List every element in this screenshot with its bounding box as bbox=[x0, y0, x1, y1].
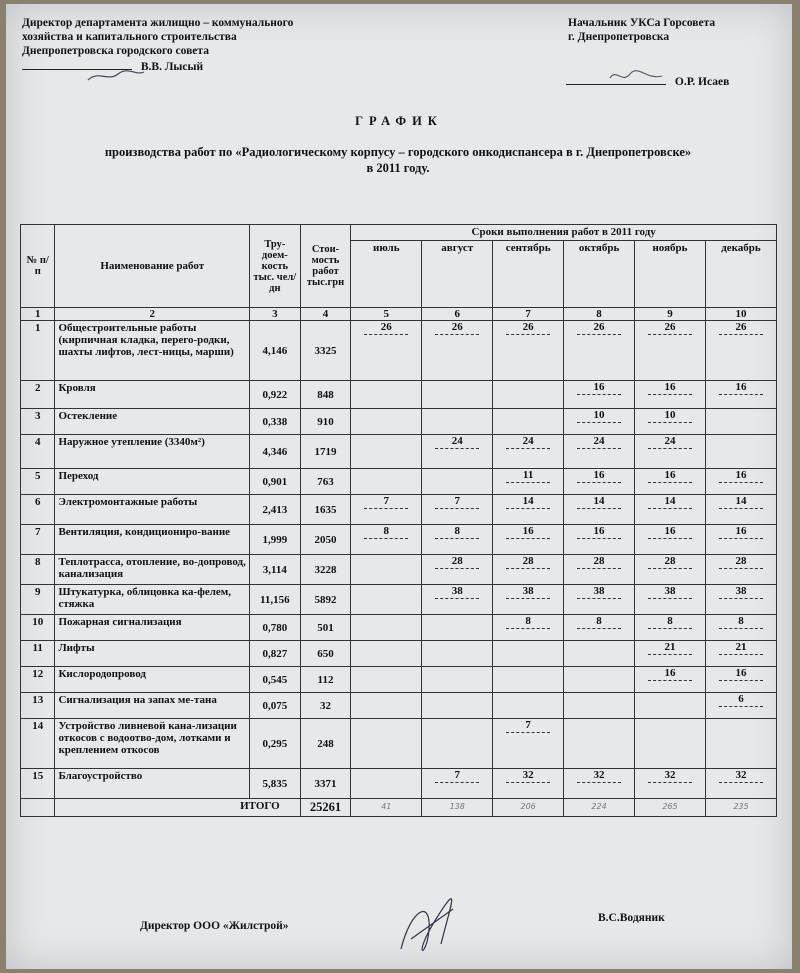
month-value: 8 bbox=[354, 526, 418, 539]
month-value: 8 bbox=[567, 616, 631, 629]
document-title: ГРАФИК bbox=[355, 114, 443, 128]
row-month-cell bbox=[705, 321, 776, 381]
row-month-cell bbox=[422, 693, 493, 719]
row-month-cell bbox=[422, 641, 493, 667]
month-value: 38 bbox=[425, 586, 489, 599]
row-labor: 0,295 bbox=[250, 719, 301, 769]
row-month-cell bbox=[351, 495, 422, 525]
row-labor: 4,146 bbox=[250, 321, 301, 381]
row-labor: 0,922 bbox=[250, 381, 301, 409]
row-cost: 3325 bbox=[300, 321, 351, 381]
row-number: 7 bbox=[21, 525, 55, 555]
row-labor: 0,901 bbox=[250, 469, 301, 495]
row-month-cell bbox=[705, 409, 776, 435]
footer-director: Директор ООО «Жилстрой» bbox=[140, 920, 289, 932]
header-month-1: август bbox=[422, 240, 493, 307]
row-work-name: Вентиляция, кондициониро-вание bbox=[55, 525, 250, 555]
column-number-6: 7 bbox=[493, 308, 564, 321]
column-number-5: 6 bbox=[422, 308, 493, 321]
row-month-cell bbox=[635, 693, 706, 719]
row-month-cell bbox=[705, 693, 776, 719]
row-month-cell bbox=[635, 409, 706, 435]
header-month-0: июль bbox=[351, 240, 422, 307]
month-value: 16 bbox=[638, 382, 702, 395]
approval-left-line1: Директор департамента жилищно – коммунального bbox=[22, 17, 294, 29]
month-value: 26 bbox=[567, 322, 631, 335]
row-labor: 2,413 bbox=[250, 495, 301, 525]
row-cost: 248 bbox=[300, 719, 351, 769]
column-numbers-row bbox=[21, 308, 777, 321]
column-number-7: 8 bbox=[564, 308, 635, 321]
row-number: 2 bbox=[21, 381, 55, 409]
total-cost: 25261 bbox=[300, 799, 351, 817]
month-value: 8 bbox=[496, 616, 560, 629]
row-number: 1 bbox=[21, 321, 55, 381]
row-cost: 112 bbox=[300, 667, 351, 693]
row-month-cell bbox=[635, 667, 706, 693]
approval-right-line1: Начальник УКСа Горсовета bbox=[568, 17, 716, 29]
month-value: 38 bbox=[709, 586, 773, 599]
month-value: 16 bbox=[709, 470, 773, 483]
row-month-cell bbox=[422, 667, 493, 693]
table-row bbox=[21, 693, 777, 719]
row-labor: 0,827 bbox=[250, 641, 301, 667]
row-work-name: Кислородопровод bbox=[55, 667, 250, 693]
header-num: № п/п bbox=[21, 225, 55, 308]
month-value: 21 bbox=[638, 642, 702, 655]
row-month-cell bbox=[422, 469, 493, 495]
column-number-4: 5 bbox=[351, 308, 422, 321]
row-month-cell bbox=[564, 719, 635, 769]
header-cost: Стои-мость работ тыс.грн bbox=[300, 225, 351, 308]
column-number-9: 10 bbox=[705, 308, 776, 321]
row-month-cell bbox=[493, 435, 564, 469]
row-month-cell bbox=[493, 555, 564, 585]
row-month-cell bbox=[635, 769, 706, 799]
column-number-8: 9 bbox=[635, 308, 706, 321]
row-number: 3 bbox=[21, 409, 55, 435]
row-work-name: Лифты bbox=[55, 641, 250, 667]
month-value: 8 bbox=[638, 616, 702, 629]
total-label: ИТОГО bbox=[55, 799, 300, 817]
row-cost: 32 bbox=[300, 693, 351, 719]
total-row bbox=[21, 799, 777, 817]
month-value: 16 bbox=[567, 470, 631, 483]
month-value: 26 bbox=[425, 322, 489, 335]
month-value: 26 bbox=[354, 322, 418, 335]
month-value: 7 bbox=[354, 496, 418, 509]
row-month-cell bbox=[422, 719, 493, 769]
row-month-cell bbox=[635, 585, 706, 615]
row-month-cell bbox=[635, 555, 706, 585]
row-cost: 3228 bbox=[300, 555, 351, 585]
row-labor: 3,114 bbox=[250, 555, 301, 585]
row-work-name: Сигнализация на запах ме-тана bbox=[55, 693, 250, 719]
row-month-cell bbox=[635, 495, 706, 525]
month-value: 14 bbox=[567, 496, 631, 509]
month-value: 28 bbox=[496, 556, 560, 569]
row-labor: 1,999 bbox=[250, 525, 301, 555]
row-month-cell bbox=[635, 615, 706, 641]
month-value: 16 bbox=[567, 382, 631, 395]
month-value: 14 bbox=[709, 496, 773, 509]
table-row bbox=[21, 469, 777, 495]
table-row bbox=[21, 719, 777, 769]
handwritten-total-value: 265 bbox=[662, 802, 678, 811]
row-cost: 910 bbox=[300, 409, 351, 435]
table-row bbox=[21, 615, 777, 641]
row-number: 6 bbox=[21, 495, 55, 525]
row-number: 4 bbox=[21, 435, 55, 469]
row-month-cell bbox=[351, 585, 422, 615]
month-value: 32 bbox=[709, 770, 773, 783]
approval-block-right bbox=[568, 16, 715, 44]
row-work-name: Пожарная сигнализация bbox=[55, 615, 250, 641]
row-month-cell bbox=[493, 667, 564, 693]
month-value: 24 bbox=[425, 436, 489, 449]
row-number: 15 bbox=[21, 769, 55, 799]
table-row bbox=[21, 555, 777, 585]
row-month-cell bbox=[422, 555, 493, 585]
month-value: 16 bbox=[709, 526, 773, 539]
row-month-cell bbox=[351, 769, 422, 799]
row-month-cell bbox=[635, 381, 706, 409]
row-month-cell bbox=[351, 469, 422, 495]
handwritten-total-value: 235 bbox=[733, 802, 749, 811]
table-row bbox=[21, 381, 777, 409]
row-month-cell bbox=[705, 525, 776, 555]
row-cost: 1635 bbox=[300, 495, 351, 525]
row-number: 11 bbox=[21, 641, 55, 667]
row-work-name: Общестроительные работы (кирпичная кладка, перего-родки, шахты лифтов, лест-ницы, марши) bbox=[55, 321, 250, 381]
table-row bbox=[21, 769, 777, 799]
row-month-cell bbox=[351, 615, 422, 641]
row-month-cell bbox=[705, 585, 776, 615]
month-value: 28 bbox=[638, 556, 702, 569]
row-cost: 848 bbox=[300, 381, 351, 409]
table-row bbox=[21, 667, 777, 693]
approval-block-left bbox=[22, 16, 293, 74]
handwritten-month-total bbox=[635, 799, 706, 817]
row-month-cell bbox=[564, 585, 635, 615]
schedule-rows bbox=[21, 321, 777, 817]
column-number-1: 2 bbox=[55, 308, 250, 321]
approval-left-line2: хозяйства и капитального строительства bbox=[22, 31, 237, 43]
row-month-cell bbox=[422, 615, 493, 641]
row-labor: 0,075 bbox=[250, 693, 301, 719]
row-cost: 5892 bbox=[300, 585, 351, 615]
row-work-name: Остекление bbox=[55, 409, 250, 435]
row-month-cell bbox=[564, 667, 635, 693]
header-month-3: октябрь bbox=[564, 240, 635, 307]
month-value: 7 bbox=[425, 770, 489, 783]
row-work-name: Теплотрасса, отопление, во-допровод, канализация bbox=[55, 555, 250, 585]
row-labor: 0,545 bbox=[250, 667, 301, 693]
row-month-cell bbox=[351, 435, 422, 469]
month-value: 24 bbox=[638, 436, 702, 449]
handwritten-month-total bbox=[351, 799, 422, 817]
row-work-name: Благоустройство bbox=[55, 769, 250, 799]
row-labor: 5,835 bbox=[250, 769, 301, 799]
row-month-cell bbox=[564, 381, 635, 409]
month-value: 32 bbox=[567, 770, 631, 783]
row-work-name: Устройство ливневой кана-лизации откосов с водоотво-дом, лотками и креплением откосов bbox=[55, 719, 250, 769]
row-month-cell bbox=[351, 381, 422, 409]
month-value: 14 bbox=[638, 496, 702, 509]
row-cost: 763 bbox=[300, 469, 351, 495]
row-month-cell bbox=[493, 381, 564, 409]
approval-right-line2: г. Днепропетровска bbox=[568, 31, 670, 43]
month-value: 28 bbox=[709, 556, 773, 569]
header-month-4: ноябрь bbox=[635, 240, 706, 307]
month-value: 16 bbox=[638, 470, 702, 483]
row-month-cell bbox=[564, 409, 635, 435]
row-month-cell bbox=[564, 525, 635, 555]
row-month-cell bbox=[635, 469, 706, 495]
row-month-cell bbox=[351, 693, 422, 719]
row-work-name: Кровля bbox=[55, 381, 250, 409]
table-row bbox=[21, 435, 777, 469]
row-month-cell bbox=[493, 321, 564, 381]
month-value: 16 bbox=[709, 668, 773, 681]
row-month-cell bbox=[635, 321, 706, 381]
row-month-cell bbox=[493, 615, 564, 641]
row-number: 5 bbox=[21, 469, 55, 495]
row-month-cell bbox=[493, 693, 564, 719]
signature-scribble-footer bbox=[391, 889, 461, 964]
row-month-cell bbox=[351, 525, 422, 555]
total-blank bbox=[21, 799, 55, 817]
month-value: 16 bbox=[638, 668, 702, 681]
month-value: 32 bbox=[496, 770, 560, 783]
row-month-cell bbox=[635, 719, 706, 769]
document-sheet bbox=[6, 4, 792, 969]
row-month-cell bbox=[564, 555, 635, 585]
month-value: 7 bbox=[496, 720, 560, 733]
header-month-2: сентябрь bbox=[493, 240, 564, 307]
schedule-table bbox=[20, 224, 777, 817]
table-row bbox=[21, 585, 777, 615]
row-month-cell bbox=[493, 495, 564, 525]
month-value: 26 bbox=[638, 322, 702, 335]
month-value: 26 bbox=[496, 322, 560, 335]
row-labor: 11,156 bbox=[250, 585, 301, 615]
column-number-0: 1 bbox=[21, 308, 55, 321]
row-month-cell bbox=[564, 769, 635, 799]
header-period: Сроки выполнения работ в 2011 году bbox=[351, 225, 777, 241]
table-row bbox=[21, 641, 777, 667]
header-labor: Тру-доем-кость тыс. чел/дн bbox=[250, 225, 301, 308]
signature-scribble-right bbox=[606, 66, 666, 86]
handwritten-total-value: 206 bbox=[520, 802, 536, 811]
row-month-cell bbox=[705, 381, 776, 409]
row-labor: 0,780 bbox=[250, 615, 301, 641]
handwritten-total-value: 224 bbox=[591, 802, 607, 811]
month-value: 10 bbox=[567, 410, 631, 423]
month-value: 38 bbox=[567, 586, 631, 599]
row-month-cell bbox=[564, 641, 635, 667]
row-month-cell bbox=[493, 409, 564, 435]
row-number: 8 bbox=[21, 555, 55, 585]
row-month-cell bbox=[705, 495, 776, 525]
month-value: 14 bbox=[496, 496, 560, 509]
row-month-cell bbox=[705, 555, 776, 585]
row-month-cell bbox=[351, 667, 422, 693]
row-work-name: Переход bbox=[55, 469, 250, 495]
row-month-cell bbox=[422, 409, 493, 435]
handwritten-total-value: 138 bbox=[449, 802, 465, 811]
row-month-cell bbox=[422, 321, 493, 381]
month-value: 16 bbox=[638, 526, 702, 539]
month-value: 16 bbox=[567, 526, 631, 539]
row-month-cell bbox=[705, 641, 776, 667]
month-value: 16 bbox=[496, 526, 560, 539]
footer-signer: В.С.Водяник bbox=[598, 912, 665, 924]
row-work-name: Штукатурка, облицовка ка-фелем, стяжка bbox=[55, 585, 250, 615]
month-value: 10 bbox=[638, 410, 702, 423]
month-value: 26 bbox=[709, 322, 773, 335]
subtitle-line2: в 2011 году. bbox=[366, 161, 430, 175]
month-value: 21 bbox=[709, 642, 773, 655]
handwritten-month-total bbox=[493, 799, 564, 817]
column-number-3: 4 bbox=[300, 308, 351, 321]
table-row bbox=[21, 525, 777, 555]
row-cost: 1719 bbox=[300, 435, 351, 469]
row-month-cell bbox=[351, 719, 422, 769]
row-month-cell bbox=[705, 435, 776, 469]
row-month-cell bbox=[422, 495, 493, 525]
row-labor: 4,346 bbox=[250, 435, 301, 469]
month-value: 38 bbox=[496, 586, 560, 599]
row-month-cell bbox=[493, 525, 564, 555]
row-month-cell bbox=[351, 555, 422, 585]
month-value: 28 bbox=[567, 556, 631, 569]
month-value: 32 bbox=[638, 770, 702, 783]
signature-scribble-left bbox=[86, 66, 146, 86]
row-number: 13 bbox=[21, 693, 55, 719]
row-month-cell bbox=[564, 435, 635, 469]
row-month-cell bbox=[422, 381, 493, 409]
row-month-cell bbox=[705, 719, 776, 769]
month-value: 8 bbox=[425, 526, 489, 539]
row-number: 9 bbox=[21, 585, 55, 615]
document-subtitle bbox=[18, 144, 778, 176]
row-month-cell bbox=[705, 769, 776, 799]
row-month-cell bbox=[351, 641, 422, 667]
row-month-cell bbox=[493, 641, 564, 667]
month-value: 28 bbox=[425, 556, 489, 569]
table-row bbox=[21, 495, 777, 525]
row-month-cell bbox=[493, 469, 564, 495]
row-month-cell bbox=[493, 719, 564, 769]
row-month-cell bbox=[351, 321, 422, 381]
row-month-cell bbox=[564, 615, 635, 641]
row-month-cell bbox=[705, 469, 776, 495]
month-value: 24 bbox=[496, 436, 560, 449]
month-value: 6 bbox=[709, 694, 773, 707]
column-number-2: 3 bbox=[250, 308, 301, 321]
table-row bbox=[21, 321, 777, 381]
row-month-cell bbox=[705, 667, 776, 693]
month-value: 7 bbox=[425, 496, 489, 509]
row-month-cell bbox=[564, 321, 635, 381]
row-month-cell bbox=[635, 435, 706, 469]
row-cost: 2050 bbox=[300, 525, 351, 555]
month-value: 8 bbox=[709, 616, 773, 629]
row-month-cell bbox=[635, 641, 706, 667]
handwritten-total-value: 41 bbox=[381, 802, 392, 811]
row-month-cell bbox=[564, 495, 635, 525]
row-month-cell bbox=[422, 585, 493, 615]
row-month-cell bbox=[422, 525, 493, 555]
row-cost: 3371 bbox=[300, 769, 351, 799]
table-row bbox=[21, 409, 777, 435]
handwritten-month-total bbox=[422, 799, 493, 817]
row-month-cell bbox=[493, 585, 564, 615]
row-work-name: Наружное утепление (3340м²) bbox=[55, 435, 250, 469]
row-month-cell bbox=[351, 409, 422, 435]
month-value: 16 bbox=[709, 382, 773, 395]
subtitle-line1: производства работ по «Радиологическому корпусу – городского онкодиспансера в г. Днепропетровске» bbox=[104, 145, 692, 159]
row-month-cell bbox=[564, 693, 635, 719]
handwritten-month-total bbox=[705, 799, 776, 817]
header-month-5: декабрь bbox=[705, 240, 776, 307]
row-cost: 501 bbox=[300, 615, 351, 641]
row-month-cell bbox=[635, 525, 706, 555]
row-month-cell bbox=[422, 435, 493, 469]
row-month-cell bbox=[564, 469, 635, 495]
month-value: 38 bbox=[638, 586, 702, 599]
row-number: 10 bbox=[21, 615, 55, 641]
row-number: 14 bbox=[21, 719, 55, 769]
row-labor: 0,338 bbox=[250, 409, 301, 435]
approval-left-signer: В.В. Лысый bbox=[140, 61, 204, 73]
handwritten-month-total bbox=[564, 799, 635, 817]
header-name: Наименование работ bbox=[55, 225, 250, 308]
row-month-cell bbox=[705, 615, 776, 641]
month-value: 11 bbox=[496, 470, 560, 483]
row-work-name: Электромонтажные работы bbox=[55, 495, 250, 525]
row-cost: 650 bbox=[300, 641, 351, 667]
approval-right-signer: О.Р. Исаев bbox=[674, 76, 730, 88]
approval-left-line3: Днепропетровска городского совета bbox=[22, 45, 209, 57]
month-value: 24 bbox=[567, 436, 631, 449]
header-row-1 bbox=[21, 225, 777, 241]
row-number: 12 bbox=[21, 667, 55, 693]
row-month-cell bbox=[493, 769, 564, 799]
row-month-cell bbox=[422, 769, 493, 799]
